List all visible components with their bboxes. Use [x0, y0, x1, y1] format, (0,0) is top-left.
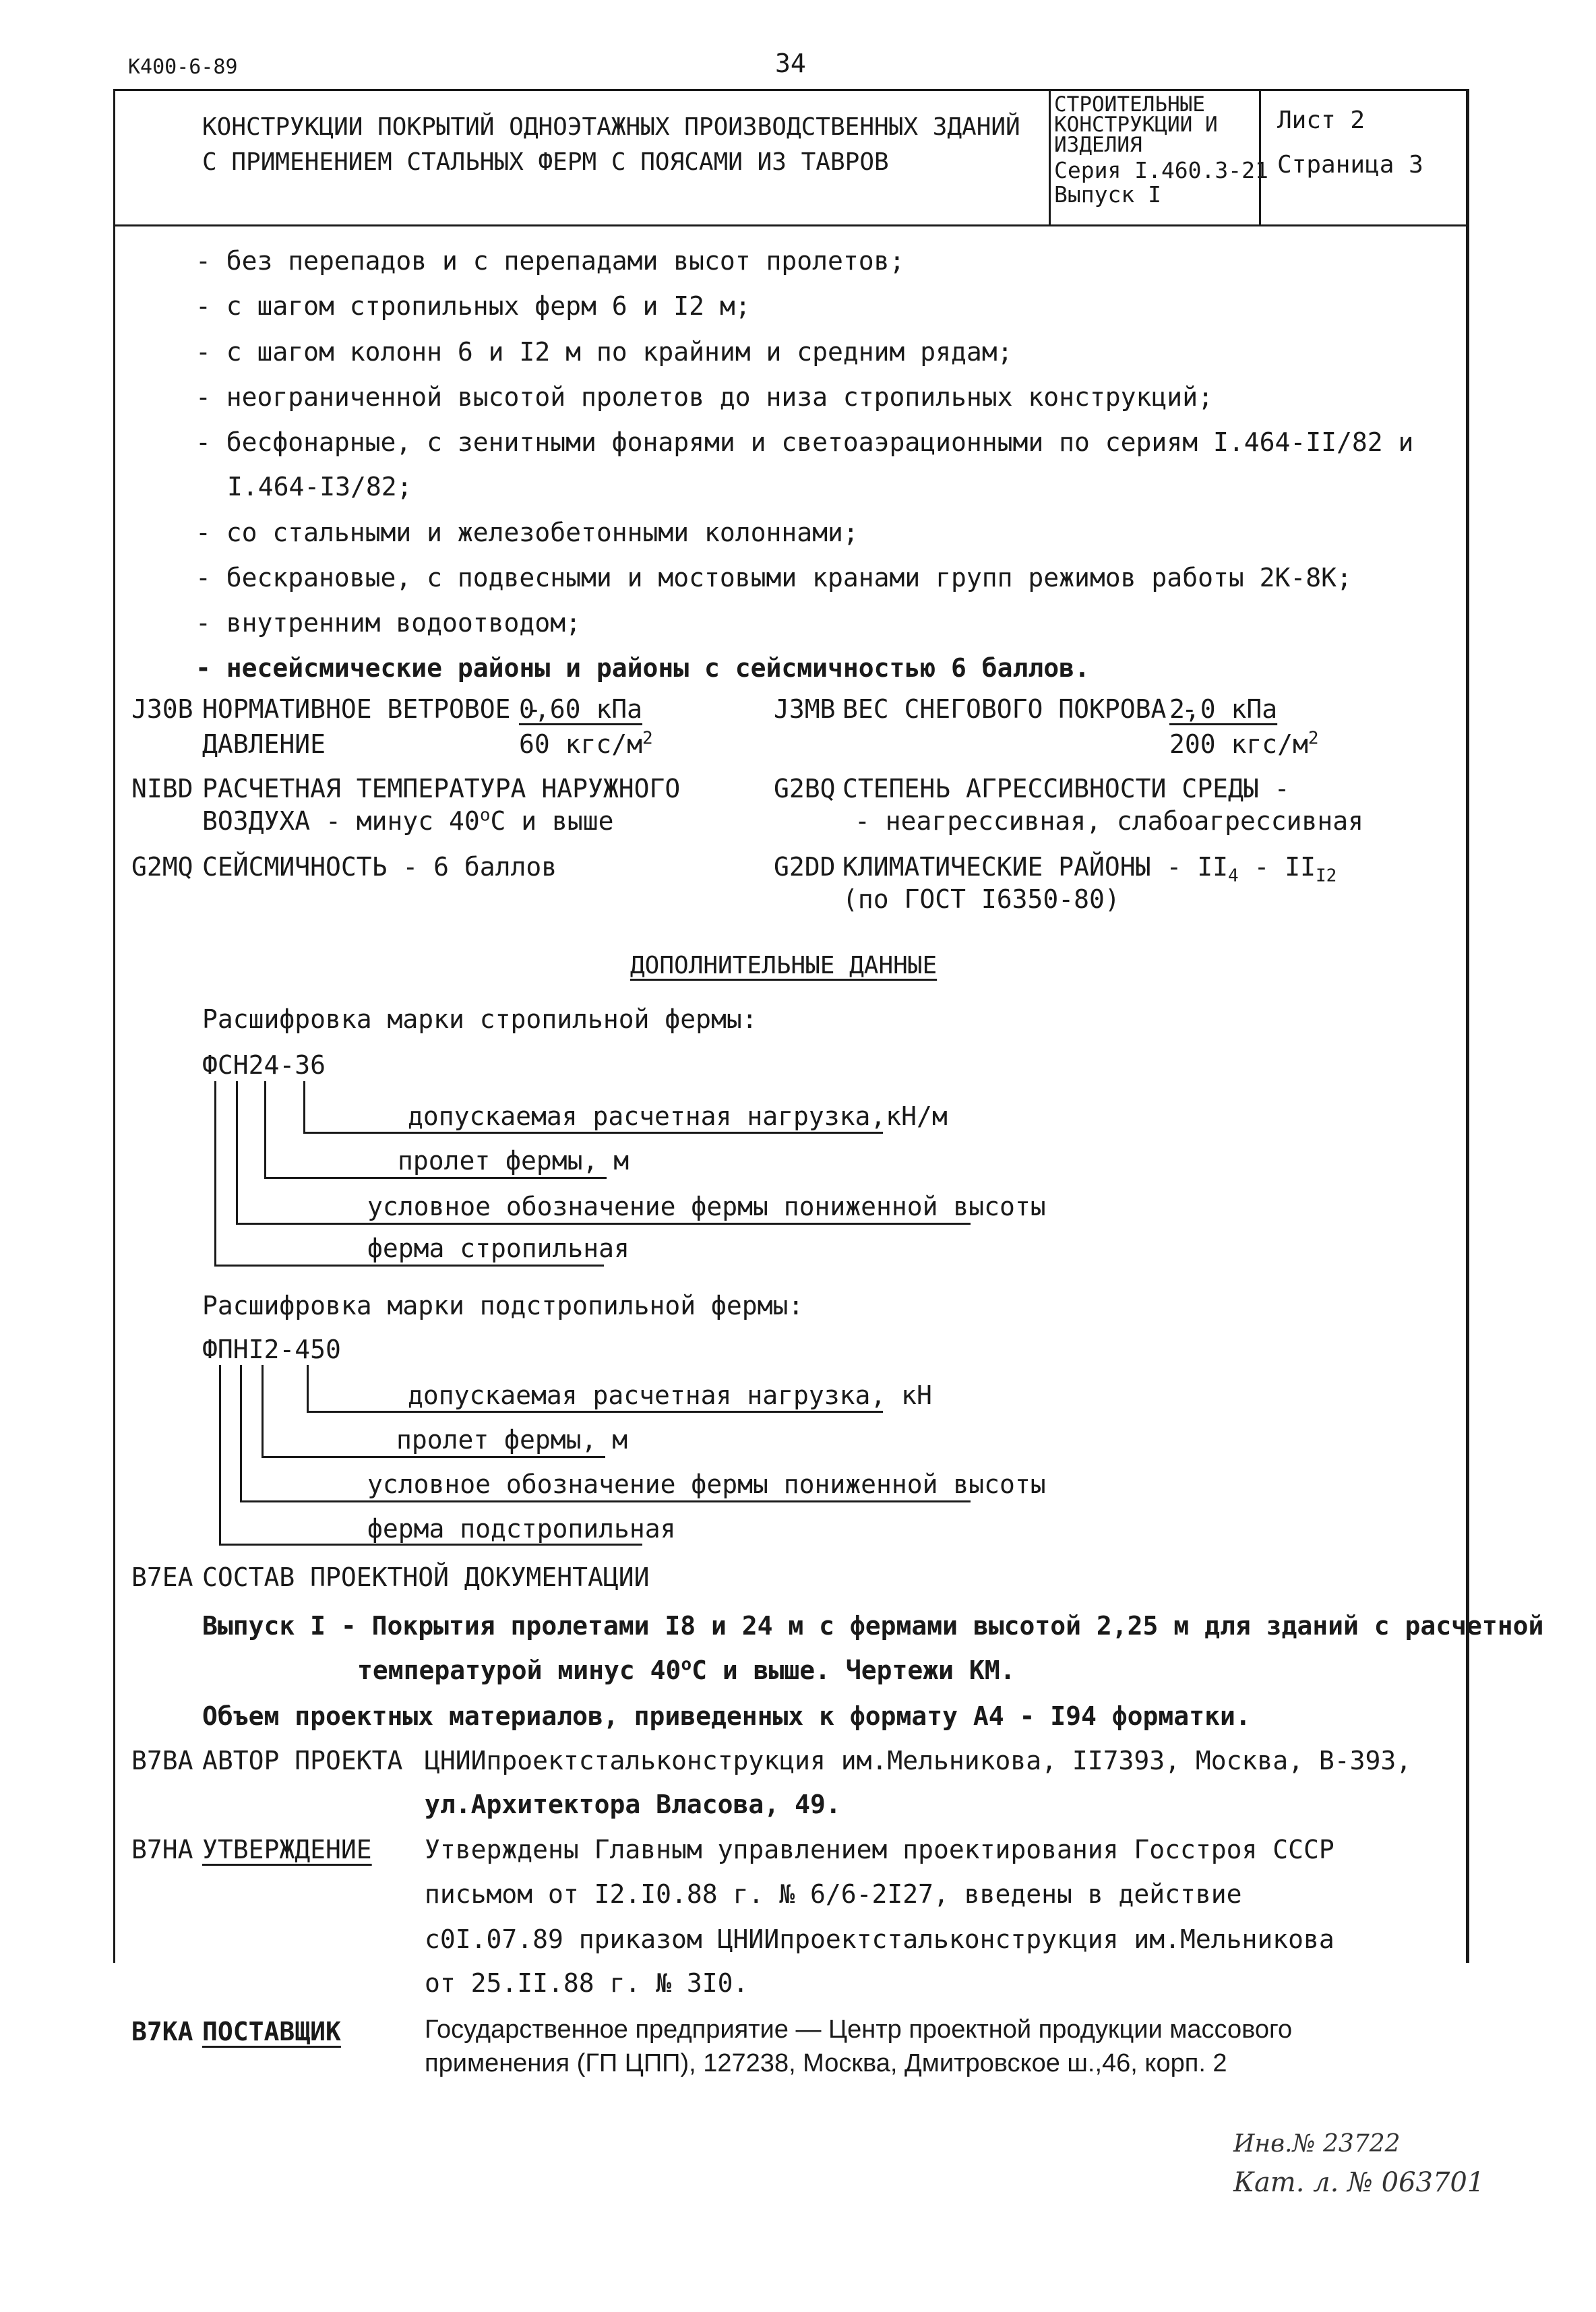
subtruss-item-load: допускаемая расчетная нагрузка, кН	[408, 1380, 932, 1410]
temp-code: NIBD	[131, 774, 193, 803]
temp-label-2	[202, 806, 614, 836]
series-line-3: ИЗДЕЛИЯ	[1054, 133, 1142, 157]
author-code: B7BA	[131, 1746, 193, 1775]
truss-item-reduced-height: условное обозначение фермы пониженной высоты	[367, 1192, 1046, 1221]
temp-value-suffix: С и выше	[490, 806, 614, 836]
snow-value-kgs: 200 кгс/м	[1169, 729, 1308, 759]
series-line-2: КОНСТРУКЦИИ И	[1054, 113, 1218, 137]
truss-item-load: допускаемая расчетная нагрузка,кН/м	[408, 1101, 948, 1131]
clim-label	[842, 852, 1337, 886]
wind-label: НОРМАТИВНОЕ ВЕТРОВОЕ -	[202, 694, 542, 724]
approval-line-3: с0I.07.89 приказом ЦНИИпроектстальконструкция им.Мельникова	[425, 1924, 1334, 1954]
series-line-4: Серия I.460.3-21	[1054, 157, 1268, 183]
approval-code: B7HA	[131, 1835, 193, 1864]
aggr-code: G2BQ	[774, 774, 836, 803]
truss-item-span: пролет фермы, м	[398, 1146, 630, 1176]
list-item: - с шагом колонн 6 и I2 м по крайним и средним рядам;	[195, 337, 1013, 367]
wind-value: 0,60 кПа	[519, 694, 643, 724]
wind-code: J30B	[131, 694, 193, 724]
supplier-label: ПОСТАВЩИК	[202, 2017, 341, 2046]
seism-code: G2MQ	[131, 852, 193, 882]
list-item: - внутренним водоотводом;	[195, 608, 581, 638]
temp-value: ВОЗДУХА - минус 40	[202, 806, 480, 836]
truss-intro: Расшифровка марки стропильной фермы:	[202, 1004, 758, 1034]
snow-exponent: 2	[1308, 728, 1319, 749]
snow-label: ВЕС СНЕГОВОГО ПОКРОВА -	[842, 694, 1198, 724]
title-line-1: КОНСТРУКЦИИ ПОКРЫТИЙ ОДНОЭТАЖНЫХ ПРОИЗВОДСТВЕННЫХ ЗДАНИЙ	[202, 113, 1020, 141]
author-label: АВТОР ПРОЕКТА	[202, 1746, 403, 1775]
composition-label: СОСТАВ ПРОЕКТНОЙ ДОКУМЕНТАЦИИ	[202, 1562, 650, 1592]
clim-sub-1: 4	[1227, 865, 1239, 886]
list-item: - со стальными и железобетонными колоннами;	[195, 518, 859, 547]
supplier-code: B7KA	[131, 2017, 193, 2046]
author-line-1: ЦНИИпроектстальконструкция им.Мельникова, II7393, Москва, В-393,	[425, 1746, 1412, 1775]
sheet-number: Лист 2	[1277, 107, 1365, 134]
clim-gost: (по ГОСТ I6350-80)	[842, 884, 1120, 914]
composition-code: B7EA	[131, 1562, 193, 1592]
subtruss-item-type: ферма подстропильная	[367, 1514, 676, 1544]
approval-line-2: письмом от I2.I0.88 г. № 6/6-2I27, введены в действие	[425, 1879, 1242, 1909]
subtruss-mark: ФПНI2-450	[202, 1335, 341, 1364]
list-item: - без перепадов и с перепадами высот пролетов;	[195, 246, 905, 276]
subtruss-item-reduced-height: условное обозначение фермы пониженной высоты	[367, 1469, 1046, 1499]
degree-sign: о	[479, 805, 491, 826]
wind-value-kgs: 60 кгс/м	[519, 729, 643, 759]
author-line-2: ул.Архитектора Власова, 49.	[425, 1790, 841, 1819]
composition-line-3: Объем проектных материалов, приведенных к формату А4 - I94 форматки.	[202, 1701, 1251, 1731]
wind-exponent: 2	[642, 728, 653, 749]
additional-heading: ДОПОЛНИТЕЛЬНЫЕ ДАННЫЕ	[630, 952, 938, 979]
supplier-line-1: Государственное предприятие — Центр проектной продукции массового	[425, 2015, 1293, 2044]
inventory-stamp: Инв.№ 23722	[1233, 2130, 1401, 2158]
title-line-2: С ПРИМЕНЕНИЕМ СТАЛЬНЫХ ФЕРМ С ПОЯСАМИ ИЗ ТАВРОВ	[202, 148, 889, 176]
list-item: - неограниченной высотой пролетов до низа стропильных конструкций;	[195, 382, 1213, 412]
supplier-line-2: применения (ГП ЦПП), 127238, Москва, Дмитровское ш.,46, корп. 2	[425, 2049, 1227, 2077]
page-in-doc: Страница 3	[1277, 151, 1423, 179]
composition-temp-suffix: С и выше. Чертежи КМ.	[692, 1655, 1016, 1685]
composition-temp: температурой минус 40	[357, 1655, 681, 1685]
series-line-1: СТРОИТЕЛЬНЫЕ	[1054, 92, 1205, 117]
catalog-stamp: Кат. л. № 063701	[1233, 2167, 1485, 2198]
snow-code: J3MB	[774, 694, 836, 724]
aggr-label: СТЕПЕНЬ АГРЕССИВНОСТИ СРЕДЫ -	[842, 774, 1290, 803]
list-item: - бескрановые, с подвесными и мостовыми кранами групп режимов работы 2К-8К;	[195, 563, 1352, 592]
series-line-5: Выпуск I	[1054, 181, 1161, 208]
aggr-value: - неагрессивная, слабоагрессивная	[855, 806, 1363, 836]
list-item: I.464-I3/82;	[227, 472, 412, 501]
snow-value: 2,0 кПа	[1169, 694, 1278, 724]
list-item: - несейсмические районы и районы с сейсмичностью 6 баллов.	[195, 653, 1090, 683]
doc-code: К400-6-89	[128, 55, 238, 79]
list-item: - бесфонарные, с зенитными фонарями и светоаэрационными по сериям I.464-II/82 и	[195, 427, 1414, 457]
list-item: - с шагом стропильных ферм 6 и I2 м;	[195, 291, 751, 321]
snow-value-2	[1169, 729, 1319, 759]
subtruss-item-span: пролет фермы, м	[396, 1425, 628, 1455]
clim-value: КЛИМАТИЧЕСКИЕ РАЙОНЫ - II	[842, 852, 1228, 882]
clim-sub-2: I2	[1316, 865, 1337, 886]
seism-label: СЕЙСМИЧНОСТЬ - 6 баллов	[202, 852, 557, 882]
approval-line-4: от 25.II.88 г. № 3I0.	[425, 1968, 749, 1998]
subtruss-intro: Расшифровка марки подстропильной фермы:	[202, 1291, 804, 1320]
degree-sign: о	[681, 1654, 692, 1675]
page-number: 34	[775, 49, 806, 78]
temp-label: РАСЧЕТНАЯ ТЕМПЕРАТУРА НАРУЖНОГО	[202, 774, 681, 803]
wind-value-2	[519, 729, 653, 759]
composition-line-1: Выпуск I - Покрытия пролетами I8 и 24 м с фермами высотой 2,25 м для зданий с расчетной	[202, 1611, 1544, 1641]
clim-dash: - II	[1238, 852, 1316, 882]
wind-label-2: ДАВЛЕНИЕ	[202, 729, 326, 759]
composition-line-2	[357, 1655, 1016, 1685]
truss-mark: ФСН24-36	[202, 1050, 326, 1080]
truss-item-type: ферма стропильная	[367, 1234, 630, 1263]
approval-label: УТВЕРЖДЕНИЕ	[202, 1835, 372, 1864]
approval-line-1: Утверждены Главным управлением проектирования Госстроя СССР	[425, 1835, 1334, 1864]
clim-code: G2DD	[774, 852, 836, 882]
